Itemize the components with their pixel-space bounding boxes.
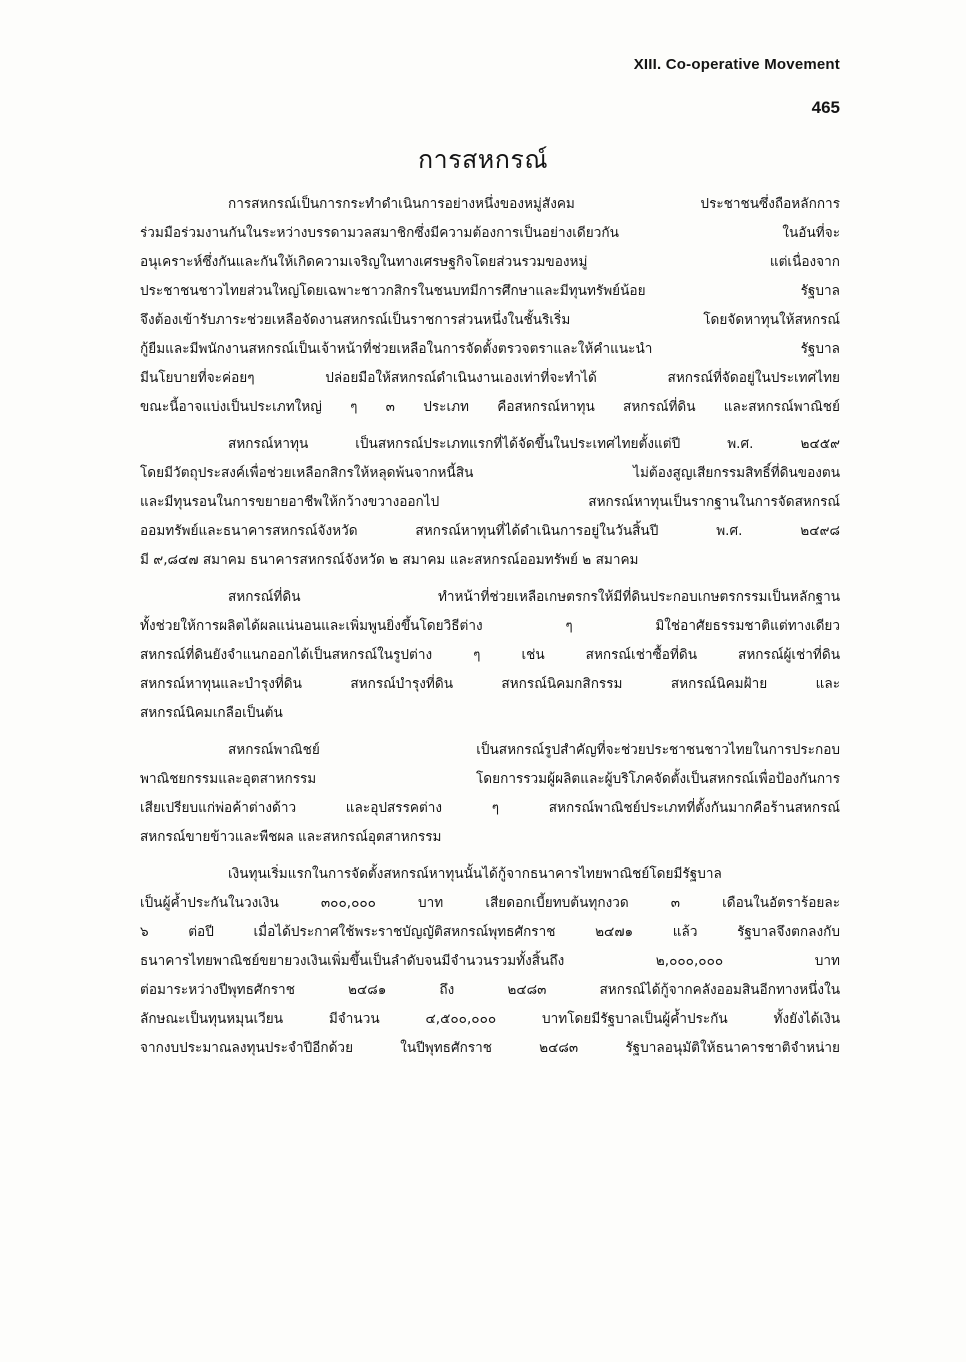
document-body — [140, 190, 840, 1063]
paragraph — [140, 736, 840, 852]
text-line: สหกรณ์ที่ดิน ทำหน้าที่ช่วยเหลือเกษตรกรให้มีที่ดินประกอบเกษตรกรรมเป็นหลักฐาน — [228, 589, 840, 605]
text-line: ลักษณะเป็นทุนหมุนเวียน มีจำนวน ๔,๕๐๐,๐๐๐ บาทโดยมีรัฐบาลเป็นผู้ค้ำประกัน ทั้งยังได้เงิน — [140, 1011, 840, 1027]
paragraph — [140, 583, 840, 728]
text-line: ธนาคารไทยพาณิชย์ขยายวงเงินเพิ่มขึ้นเป็นลำดับจนมีจำนวนรวมทั้งสิ้นถึง ๒,๐๐๐,๐๐๐ บาท — [140, 953, 840, 969]
text-line: กู้ยืมและมีพนักงานสหกรณ์เป็นเจ้าหน้าที่ช่วยเหลือในการจัดตั้งตรวจตราและให้คำแนะนำ รัฐบาล — [140, 341, 840, 357]
text-line: ๖ ต่อปี เมื่อได้ประกาศใช้พระราชบัญญัติสหกรณ์พุทธศักราช ๒๔๗๑ แล้ว รัฐบาลจึงตกลงกับ — [140, 924, 840, 940]
text-line: ร่วมมือร่วมงานกันในระหว่างบรรดามวลสมาชิกซึ่งมีความต้องการเป็นอย่างเดียวกัน ในอันที่จะ — [140, 225, 840, 241]
text-line: อนุเคราะห์ซึ่งกันและกันให้เกิดความเจริญในทางเศรษฐกิจโดยส่วนรวมของหมู่ แต่เนื่องจาก — [140, 254, 840, 270]
text-line: เป็นผู้ค้ำประกันในวงเงิน ๓๐๐,๐๐๐ บาท เสียดอกเบี้ยทบต้นทุกงวด ๓ เดือนในอัตราร้อยละ — [140, 895, 840, 911]
text-line: สหกรณ์นิคมเกลือเป็นต้น — [140, 705, 283, 721]
text-line: การสหกรณ์เป็นการกระทำดำเนินการอย่างหนึ่งของหมู่สังคม ประชาชนซึ่งถือหลักการ — [228, 196, 840, 212]
paragraph — [140, 190, 840, 422]
page-title: การสหกรณ์ — [417, 145, 549, 174]
text-line: ต่อมาระหว่างปีพุทธศักราช ๒๔๘๑ ถึง ๒๔๘๓ สหกรณ์ได้กู้จากคลังออมสินอีกทางหนึ่งใน — [140, 982, 840, 998]
text-line: พาณิชยกรรมและอุตสาหกรรม โดยการรวมผู้ผลิตและผู้บริโภคจัดตั้งเป็นสหกรณ์เพื่อป้องกันการ — [140, 771, 840, 787]
text-line: มี ๙,๘๔๗ สมาคม ธนาคารสหกรณ์จังหวัด ๒ สมาคม และสหกรณ์ออมทรัพย์ ๒ สมาคม — [140, 552, 639, 568]
text-line: ประชาชนชาวไทยส่วนใหญ่โดยเฉพาะชาวกสิกรในชนบทมีการศึกษาและมีทุนทรัพย์น้อย รัฐบาล — [140, 283, 840, 299]
text-line: สหกรณ์หาทุน เป็นสหกรณ์ประเภทแรกที่ได้จัดขึ้นในประเทศไทยตั้งแต่ปี พ.ศ. ๒๔๕๙ — [228, 436, 840, 452]
text-line: เสียเปรียบแก่พ่อค้าต่างด้าว และอุปสรรคต่าง ๆ สหกรณ์พาณิชย์ประเภทที่ตั้งกันมากคือร้านสหกรณ์ — [140, 800, 840, 816]
text-line: เงินทุนเริ่มแรกในการจัดตั้งสหกรณ์หาทุนนั้นได้กู้จากธนาคารไทยพาณิชย์โดยมีรัฐบาล — [228, 866, 722, 882]
text-line: ขณะนี้อาจแบ่งเป็นประเภทใหญ่ ๆ ๓ ประเภท คือสหกรณ์หาทุน สหกรณ์ที่ดิน และสหกรณ์พาณิชย์ — [140, 399, 840, 415]
text-line: มีนโยบายที่จะค่อยๆ ปล่อยมือให้สหกรณ์ดำเนินงานเองเท่าที่จะทำได้ สหกรณ์ที่จัดอยู่ในประเทศไทย — [140, 370, 840, 386]
running-header: XIII. Co-operative Movement — [633, 56, 840, 73]
text-line: ออมทรัพย์และธนาคารสหกรณ์จังหวัด สหกรณ์หาทุนที่ได้ดำเนินการอยู่ในวันสิ้นปี พ.ศ. ๒๔๙๘ — [140, 523, 840, 539]
paragraph — [140, 430, 840, 575]
text-line: ทั้งช่วยให้การผลิตได้ผลแน่นอนและเพิ่มพูนยิ่งขึ้นโดยวิธีต่าง ๆ มิใช่อาศัยธรรมชาติแต่ทางเดียว — [140, 618, 840, 634]
text-line: โดยมีวัตถุประสงค์เพื่อช่วยเหลือกสิกรให้หลุดพ้นจากหนี้สิน ไม่ต้องสูญเสียกรรมสิทธิ์ที่ดินของตน — [140, 465, 840, 481]
page-number: 465 — [811, 98, 840, 117]
text-line: และมีทุนรอนในการขยายอาชีพให้กว้างขวางออกไป สหกรณ์หาทุนเป็นรากฐานในการจัดสหกรณ์ — [140, 494, 840, 510]
text-line: สหกรณ์พาณิชย์ เป็นสหกรณ์รูปสำคัญที่จะช่วยประชาชนชาวไทยในการประกอบ — [228, 742, 840, 758]
text-line: จากงบประมาณลงทุนประจำปีอีกด้วย ในปีพุทธศักราช ๒๔๘๓ รัฐบาลอนุมัติให้ธนาคารชาติจำหน่าย — [140, 1040, 840, 1056]
paragraph — [140, 860, 840, 1063]
text-line: สหกรณ์หาทุนและบำรุงที่ดิน สหกรณ์บำรุงที่ดิน สหกรณ์นิคมกสิกรรม สหกรณ์นิคมฝ้าย และ — [140, 676, 840, 692]
text-line: สหกรณ์ที่ดินยังจำแนกออกได้เป็นสหกรณ์ในรูปต่าง ๆ เช่น สหกรณ์เช่าซื้อที่ดิน สหกรณ์ผู้เช่าที่ดิน — [140, 647, 840, 663]
text-line: สหกรณ์ขายข้าวและพืชผล และสหกรณ์อุตสาหกรรม — [140, 829, 442, 845]
text-line: จึงต้องเข้ารับภาระช่วยเหลือจัดงานสหกรณ์เป็นราชการส่วนหนึ่งในชั้นริเริ่ม โดยจัดหาทุนให้สหกรณ์ — [140, 312, 840, 328]
